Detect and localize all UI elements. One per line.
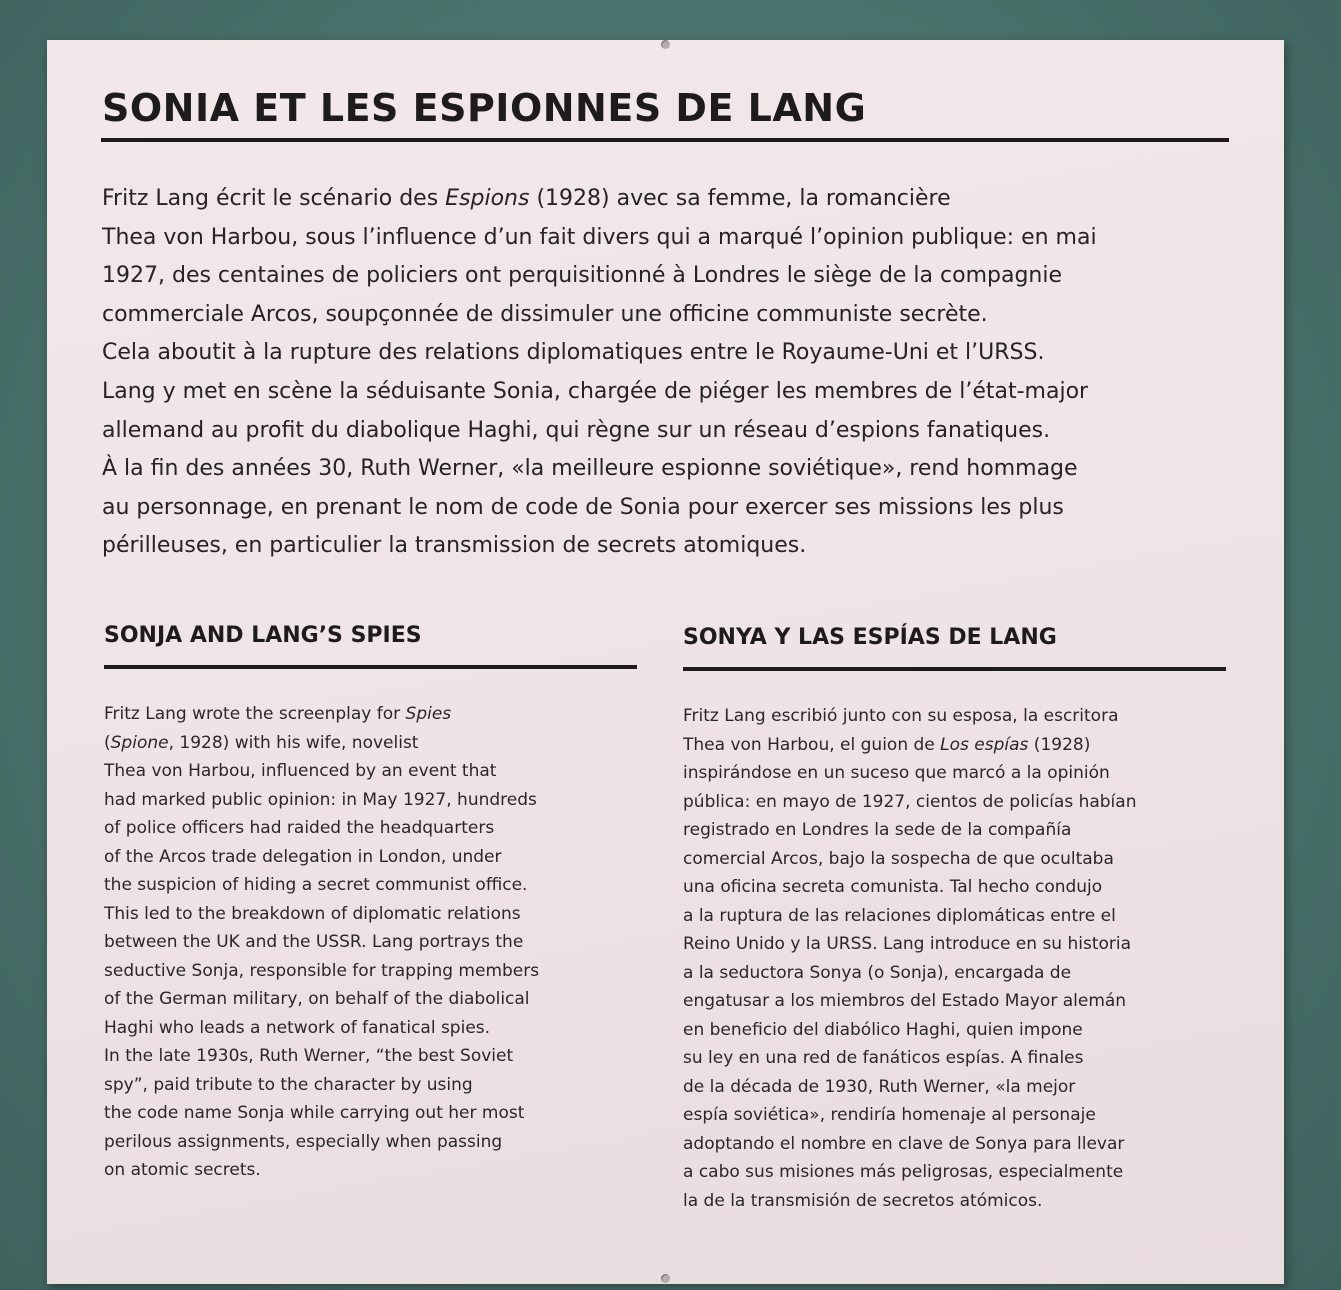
text-segment: (1928) bbox=[1028, 734, 1091, 755]
text-line: adoptando el nombre en clave de Sonya para llevar bbox=[683, 1133, 1125, 1154]
english-text bbox=[104, 700, 644, 1185]
text-segment: , 1928) with his wife, novelist bbox=[168, 732, 419, 753]
text-line: inspirándose en un suceso que marcó a la opinión bbox=[683, 763, 1110, 783]
italic-title: Los espías bbox=[940, 734, 1029, 755]
text-line: Lang y met en scène la séduisante Sonia, chargée de piéger les membres de l’état-major bbox=[102, 378, 1089, 404]
text-line: Haghi who leads a network of fanatical spies. bbox=[104, 1017, 491, 1038]
text-line: pública: en mayo de 1927, cientos de policías habían bbox=[683, 791, 1137, 812]
text-line bbox=[104, 700, 644, 729]
text-line bbox=[102, 180, 1242, 219]
text-line: engatusar a los miembros del Estado Mayor alemán bbox=[683, 991, 1127, 1011]
exhibition-panel bbox=[47, 40, 1284, 1284]
text-line: of police officers had raided the headquarters bbox=[104, 818, 495, 838]
text-segment: Fritz Lang wrote the screenplay for bbox=[104, 704, 406, 724]
spanish-text bbox=[683, 702, 1233, 1215]
text-segment: (1928) avec sa femme, la romancière bbox=[529, 186, 951, 211]
text-segment: ( bbox=[104, 732, 111, 753]
screw-bottom bbox=[661, 1274, 670, 1283]
text-line: spy”, paid tribute to the character by using bbox=[104, 1074, 473, 1095]
text-line bbox=[683, 731, 1233, 760]
text-line: the suspicion of hiding a secret communist office. bbox=[104, 875, 528, 895]
text-line: the code name Sonja while carrying out her most bbox=[104, 1103, 525, 1123]
main-title-rule bbox=[101, 138, 1229, 142]
text-line: of the Arcos trade delegation in London, under bbox=[104, 846, 502, 867]
text-line: This led to the breakdown of diplomatic relations bbox=[104, 903, 521, 924]
text-line: À la fin des années 30, Ruth Werner, «la meilleure espionne soviétique», rend hommage bbox=[102, 456, 1078, 482]
text-line: au personnage, en prenant le nom de code de Sonia pour exercer ses missions les plus bbox=[102, 494, 1064, 520]
text-line: una oficina secreta comunista. Tal hecho condujo bbox=[683, 877, 1103, 897]
text-line: of the German military, on behalf of the diabolical bbox=[104, 989, 530, 1009]
text-segment: Thea von Harbou, el guion de bbox=[683, 734, 941, 755]
text-line: Thea von Harbou, sous l’influence d’un fait divers qui a marqué l’opinion publique: en mai bbox=[102, 224, 1097, 250]
text-line: périlleuses, en particulier la transmission de secrets atomiques. bbox=[102, 533, 807, 559]
text-segment: Fritz Lang écrit le scénario des bbox=[102, 186, 446, 211]
text-line: su ley en una red de fanáticos espías. A finales bbox=[683, 1048, 1084, 1068]
text-line: allemand au profit du diabolique Haghi, qui règne sur un réseau d’espions fanatiques. bbox=[102, 417, 1051, 443]
text-line: perilous assignments, especially when passing bbox=[104, 1131, 503, 1152]
text-line: de la década de 1930, Ruth Werner, «la mejor bbox=[683, 1076, 1076, 1097]
spanish-title: SONYA Y LAS ESPÍAS DE LANG bbox=[683, 625, 1057, 650]
spanish-title-rule bbox=[683, 667, 1226, 671]
text-line: Thea von Harbou, influenced by an event that bbox=[104, 761, 497, 781]
text-line: a la seductora Sonya (o Sonja), encargada de bbox=[683, 962, 1072, 983]
text-line: Cela aboutit à la rupture des relations diplomatiques entre le Royaume-Uni et l’URSS. bbox=[102, 340, 1045, 366]
text-line bbox=[104, 729, 644, 758]
italic-title: Spione bbox=[110, 732, 169, 753]
text-line: en beneficio del diabólico Haghi, quien impone bbox=[683, 1019, 1083, 1040]
screw-top bbox=[661, 40, 670, 49]
text-line: Fritz Lang escribió junto con su esposa, la escritora bbox=[683, 706, 1119, 726]
text-line: comercial Arcos, bajo la sospecha de que ocultaba bbox=[683, 848, 1114, 869]
text-line: on atomic secrets. bbox=[104, 1160, 261, 1180]
main-title: SONIA ET LES ESPIONNES DE LANG bbox=[102, 86, 867, 130]
text-line: between the UK and the USSR. Lang portrays the bbox=[104, 932, 524, 952]
text-line: registrado en Londres la sede de la compañía bbox=[683, 820, 1072, 840]
french-intro-text bbox=[102, 180, 1242, 566]
text-line: la de la transmisión de secretos atómicos. bbox=[683, 1190, 1043, 1211]
italic-title: Espions bbox=[445, 186, 530, 211]
text-line: seductive Sonja, responsible for trapping members bbox=[104, 960, 540, 981]
text-line: a cabo sus misiones más peligrosas, especialmente bbox=[683, 1162, 1124, 1182]
english-title: SONJA AND LANG’S SPIES bbox=[104, 623, 422, 648]
text-line: In the late 1930s, Ruth Werner, “the best Soviet bbox=[104, 1046, 514, 1066]
italic-title: Spies bbox=[405, 704, 452, 724]
text-line: 1927, des centaines de policiers ont perquisitionné à Londres le siège de la compagnie bbox=[102, 263, 1063, 289]
text-line: commerciale Arcos, soupçonnée de dissimuler une officine communiste secrète. bbox=[102, 301, 988, 327]
text-line: a la ruptura de las relaciones diplomáticas entre el bbox=[683, 905, 1116, 926]
text-line: Reino Unido y la URSS. Lang introduce en su historia bbox=[683, 934, 1132, 954]
english-title-rule bbox=[104, 665, 637, 669]
text-line: had marked public opinion: in May 1927, hundreds bbox=[104, 789, 537, 810]
text-line: espía soviética», rendiría homenaje al personaje bbox=[683, 1105, 1096, 1125]
